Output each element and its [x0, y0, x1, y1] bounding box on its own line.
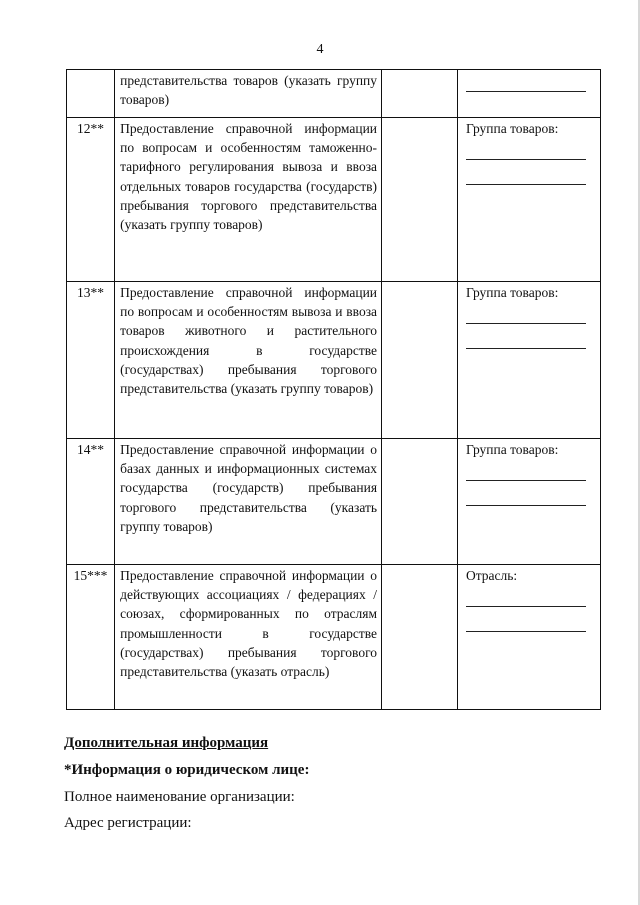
fill-in-label: Отрасль:: [465, 568, 518, 583]
table-row: [67, 70, 601, 118]
fill-in-label: Группа товаров:: [465, 285, 559, 300]
fill-in-line[interactable]: [466, 607, 586, 632]
service-description-cell: [115, 439, 382, 565]
table-row: [67, 439, 601, 565]
fill-in-line[interactable]: [466, 585, 586, 607]
checkbox-cell[interactable]: [382, 70, 458, 118]
service-description: представительства товаров (указать группу товаров): [120, 73, 378, 108]
legal-entity-heading: *Информация о юридическом лице:: [64, 762, 310, 778]
fill-in-label: Группа товаров:: [465, 442, 559, 457]
fill-in-line[interactable]: [466, 324, 586, 349]
service-description: Предоставление справочной информации о базах данных и информационных системах государства (государств) пребывания торгового представительства (указать группу товаров): [120, 442, 378, 534]
row-number: 12**: [67, 118, 115, 282]
checkbox-cell[interactable]: [382, 118, 458, 282]
fill-in-line[interactable]: [466, 160, 586, 185]
checkbox-cell[interactable]: [382, 565, 458, 710]
fill-in-line[interactable]: [466, 459, 586, 481]
checkbox-cell[interactable]: [382, 439, 458, 565]
service-description-cell: [115, 118, 382, 282]
full-name-label: Полное наименование организации:: [64, 789, 295, 805]
row-number: 13**: [67, 282, 115, 439]
fill-in-line[interactable]: [466, 481, 586, 506]
fill-in-line[interactable]: [466, 138, 586, 160]
table-row: [67, 565, 601, 710]
fill-in-cell: [457, 282, 600, 439]
services-table: [66, 69, 601, 710]
fill-in-cell: [457, 118, 600, 282]
row-number: [67, 70, 115, 118]
table-row: [67, 282, 601, 439]
service-description-cell: [115, 565, 382, 710]
fill-in-cell: [457, 439, 600, 565]
fill-in-cell: [457, 70, 600, 118]
address-label: Адрес регистрации:: [64, 815, 192, 831]
row-number: 14**: [67, 439, 115, 565]
service-description: Предоставление справочной информации по вопросам и особенностям вывоза и ввоза товаров животного и растительного происхождения в государстве (государствах) пребывания торгового представительства (указать группу товаров): [120, 285, 378, 397]
service-description-cell: [115, 70, 382, 118]
checkbox-cell[interactable]: [382, 282, 458, 439]
service-description-cell: [115, 282, 382, 439]
service-description: Предоставление справочной информации о действующих ассоциациях / федерациях / союзах, сформированных по отраслям промышленности в государстве (государствах) пребывания торгового представительства (указать отрасль): [120, 568, 378, 680]
fill-in-line[interactable]: [466, 71, 586, 92]
fill-in-line[interactable]: [466, 302, 586, 324]
table-row: [67, 118, 601, 282]
page-number: 4: [316, 42, 324, 57]
fill-in-label: Группа товаров:: [465, 121, 559, 136]
service-description: Предоставление справочной информации по вопросам и особенностям таможенно-тарифного регулирования вывоза и ввоза отдельных товаров государства (государств) пребывания торгового представительства (указать группу товаров): [120, 121, 378, 233]
additional-info-heading: Дополнительная информация: [64, 735, 269, 751]
row-number: 15***: [67, 565, 115, 710]
fill-in-cell: [457, 565, 600, 710]
